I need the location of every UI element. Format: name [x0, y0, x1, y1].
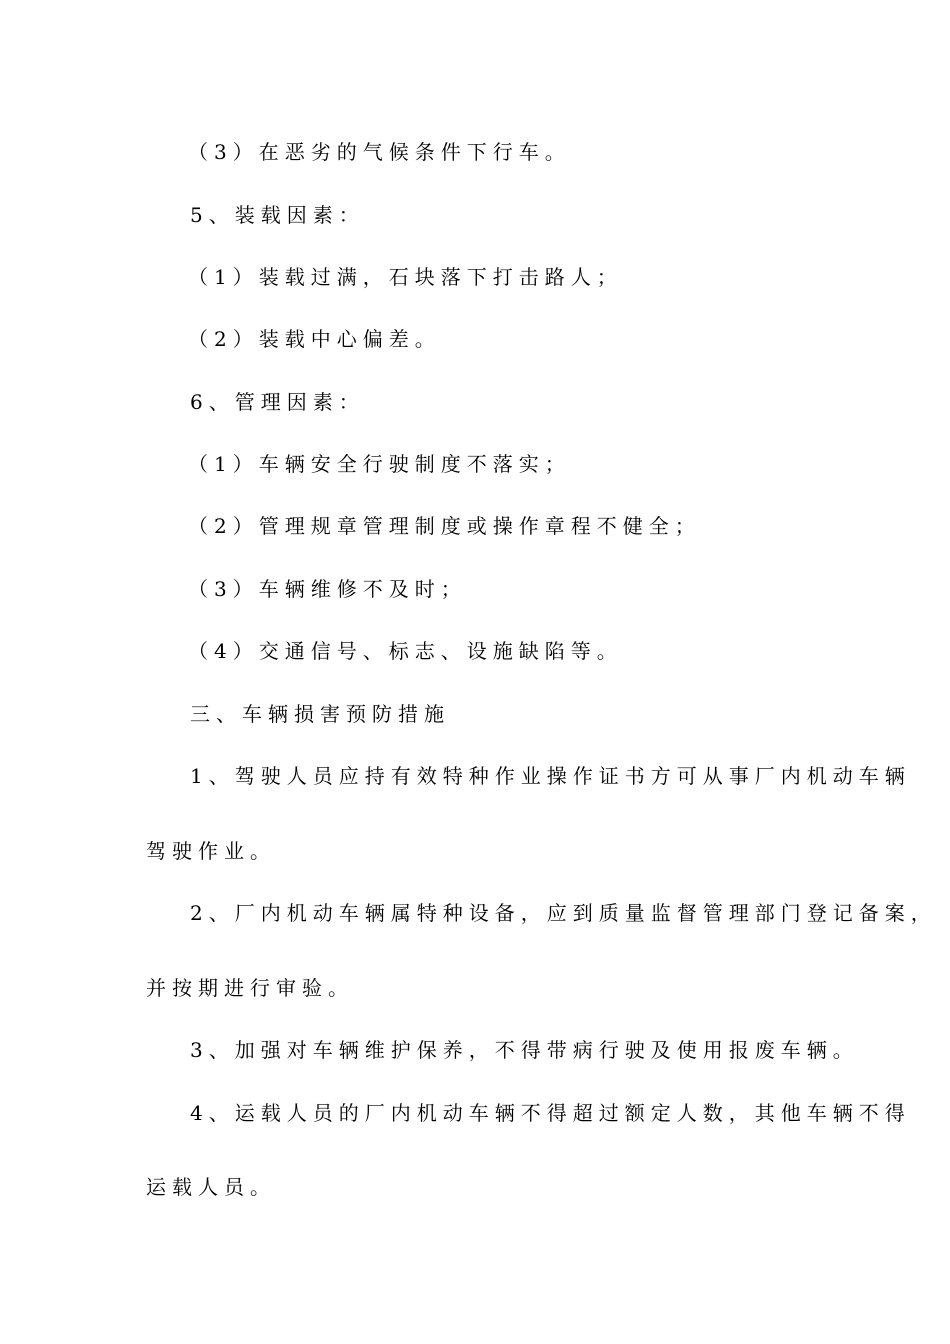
text-line: （4）交通信号、标志、设施缺陷等。: [188, 639, 623, 663]
text-line: （1）装载过满，石块落下打击路人；: [188, 265, 623, 289]
text-line: （3）在恶劣的气候条件下行车。: [188, 140, 571, 164]
section-heading: 6、管理因素：: [190, 390, 365, 414]
paragraph-line: 并按期进行审验。: [146, 976, 354, 1000]
paragraph-line: 驾驶作业。: [146, 839, 276, 863]
text-line: （1）车辆安全行驶制度不落实；: [188, 452, 571, 476]
section-title: 三、车辆损害预防措施: [190, 702, 450, 726]
text-line: （3）车辆维修不及时；: [188, 577, 467, 601]
paragraph-line: 运载人员。: [146, 1175, 276, 1199]
text-line: （2）管理规章管理制度或操作章程不健全；: [188, 514, 701, 538]
paragraph-line: 1、驾驶人员应持有效特种作业操作证书方可从事厂内机动车辆: [190, 764, 911, 788]
paragraph-line: 2、厂内机动车辆属特种设备，应到质量监督管理部门登记备案，: [190, 901, 937, 925]
paragraph-line: 3、加强对车辆维护保养，不得带病行驶及使用报废车辆。: [190, 1038, 859, 1062]
paragraph-line: 4、运载人员的厂内机动车辆不得超过额定人数，其他车辆不得: [190, 1101, 911, 1125]
section-heading: 5、装载因素：: [190, 203, 365, 227]
text-line: （2）装载中心偏差。: [188, 327, 441, 351]
